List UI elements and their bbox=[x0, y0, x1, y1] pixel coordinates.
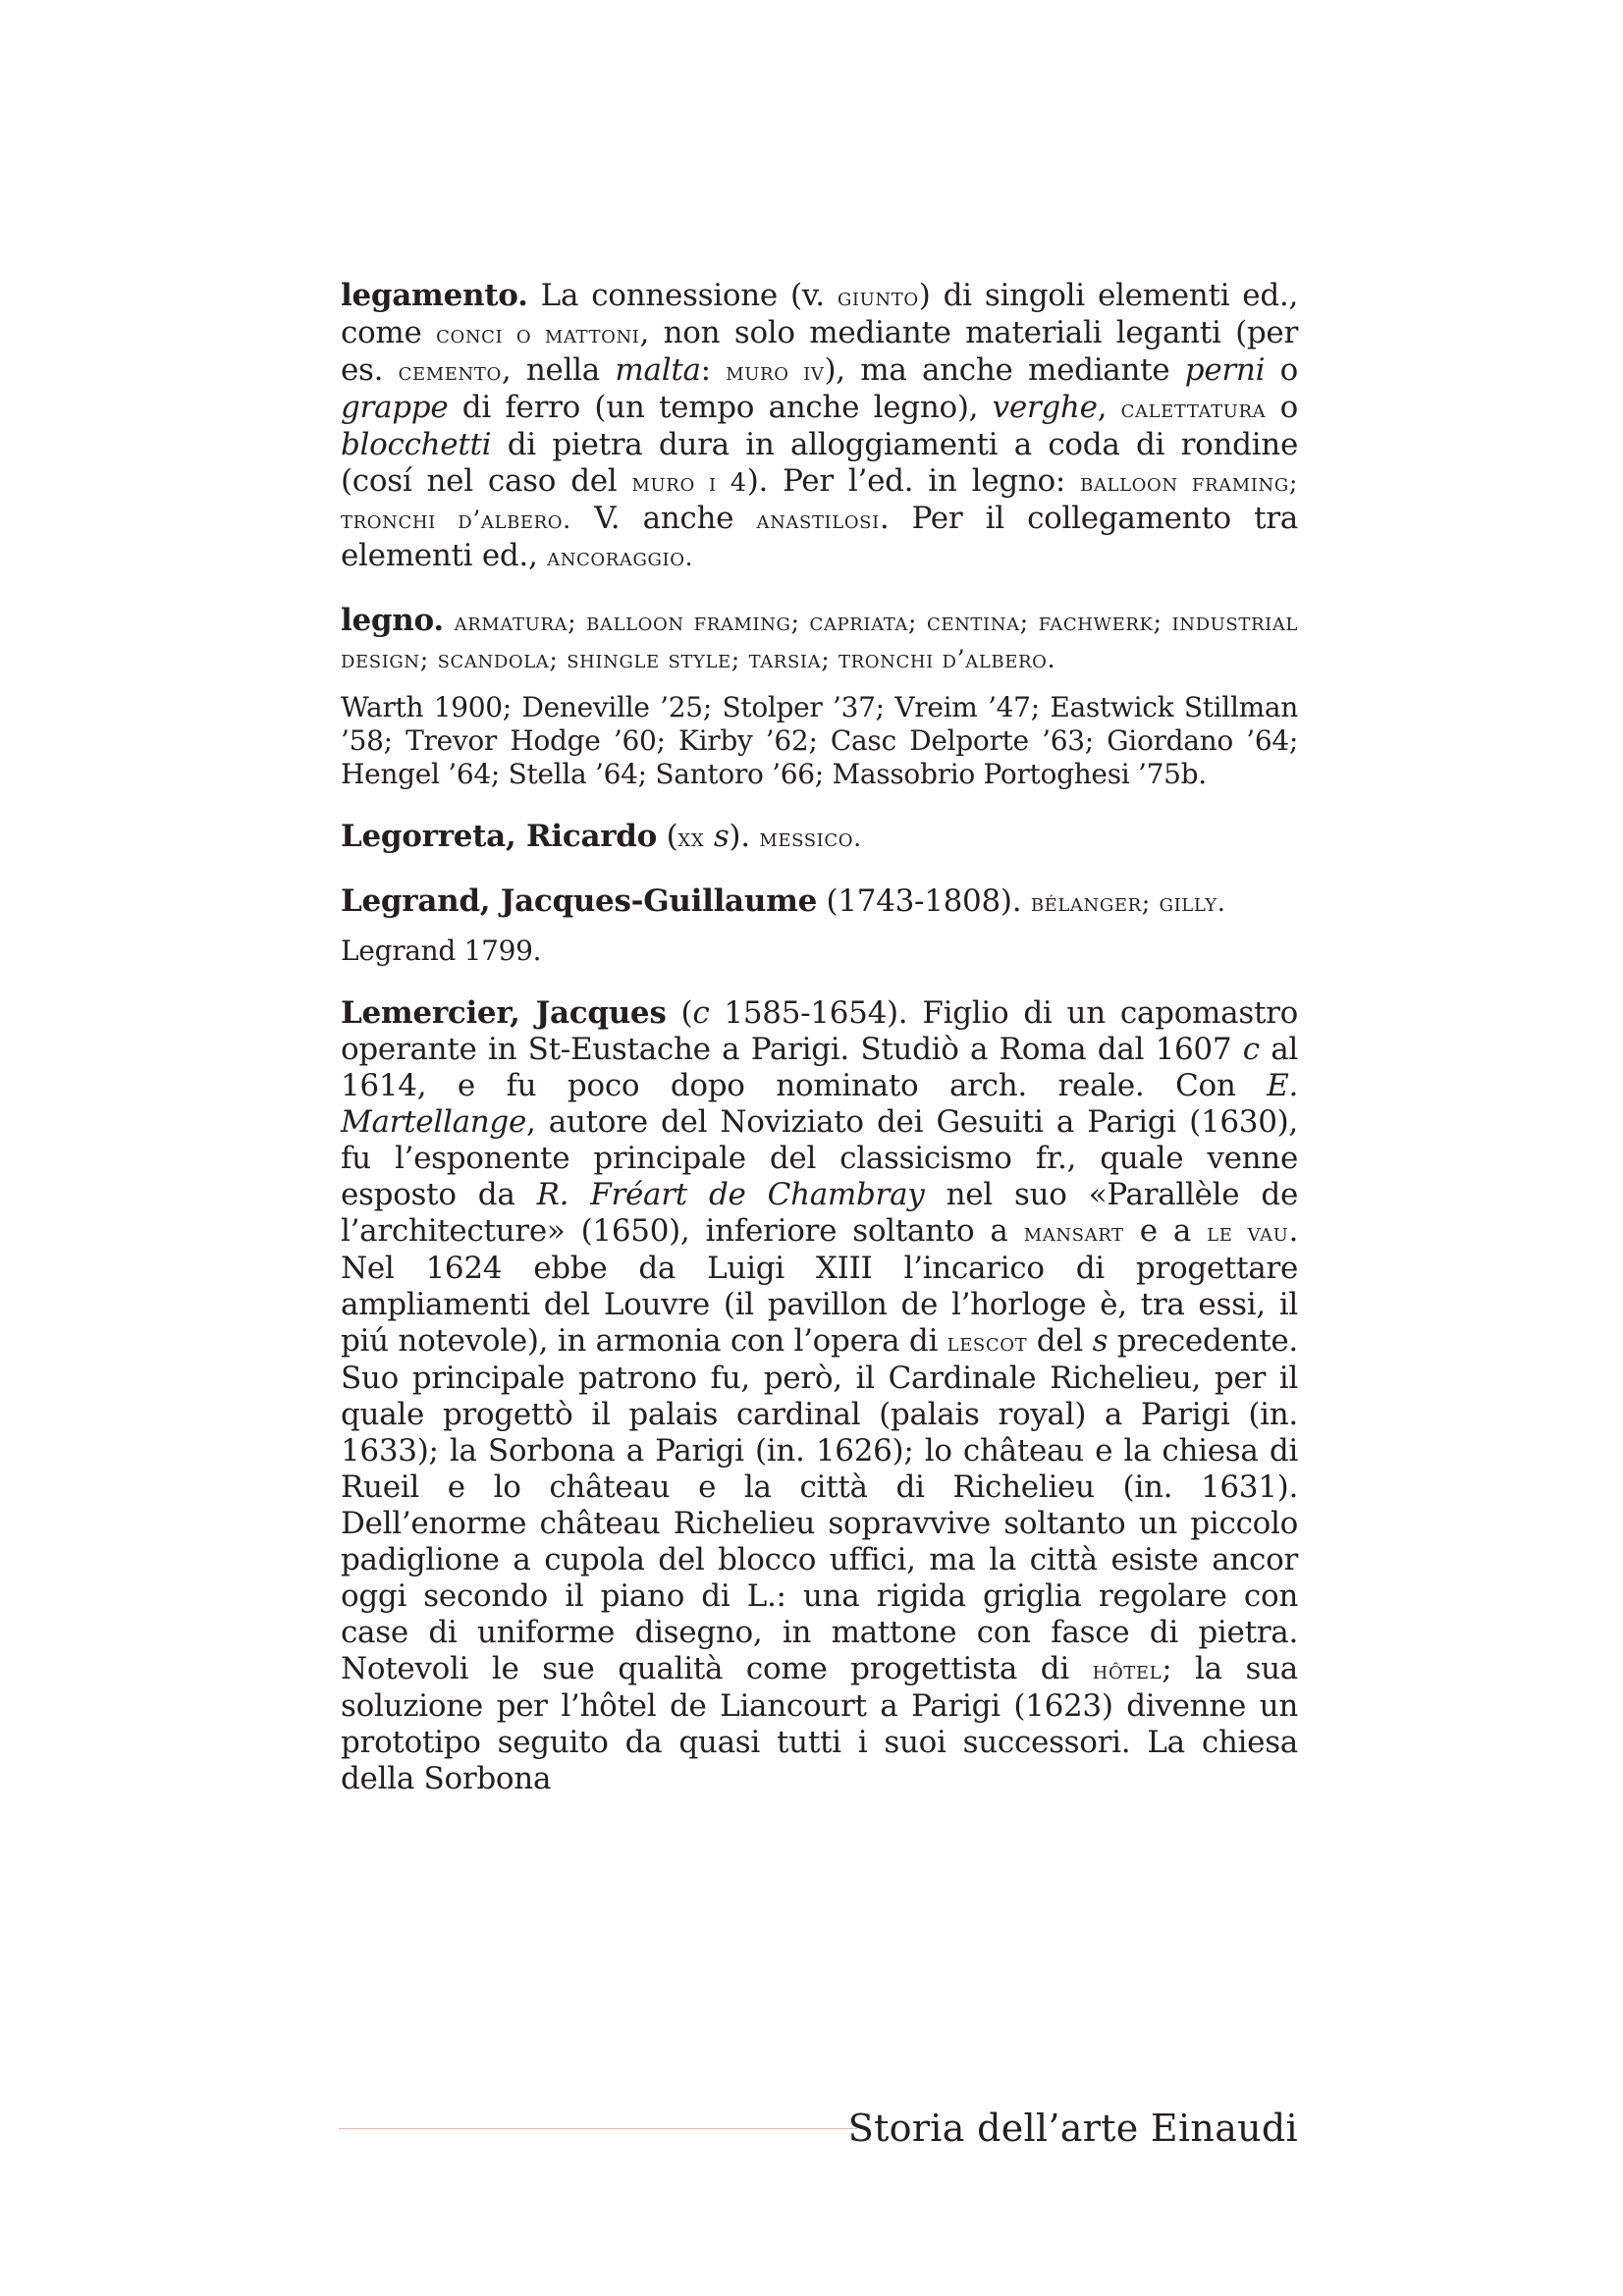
entry-text: di pietra dura in alloggiamenti a coda di rondine (cosí nel caso del bbox=[341, 427, 1298, 499]
bibliography-text: Legrand 1799. bbox=[341, 934, 542, 967]
entry-text: o bbox=[1266, 390, 1298, 425]
entry-text bbox=[444, 603, 455, 638]
dictionary-page bbox=[341, 278, 1298, 1825]
bibliography-text: Warth 1900; Deneville ’25; Stolper ’37; Vreim ’47; Eastwick Stillman ’58; Trevor Hodge ’60; Kirby ’62; Casc Delporte ’63; Giordano ’64; Hengel ’64; Stella ’64; Santoro ’66; Massobrio Portoghesi ’75b. bbox=[341, 691, 1298, 790]
cross-reference: cemento bbox=[398, 356, 502, 386]
entry-text: ( bbox=[666, 995, 693, 1031]
italic-term: c bbox=[692, 995, 710, 1031]
italic-term: s bbox=[713, 819, 730, 854]
italic-term: c bbox=[1242, 1032, 1260, 1067]
entry-text: nel suo «Parallèle de l’architecture» (1650), inferiore soltanto a bbox=[341, 1177, 1299, 1249]
cross-reference: conci o mattoni bbox=[436, 319, 640, 348]
italic-term: s bbox=[1092, 1323, 1109, 1359]
entry-text: o bbox=[1265, 352, 1298, 388]
cross-reference: le vau bbox=[1207, 1217, 1289, 1247]
bibliography-legno bbox=[341, 691, 1298, 791]
entry-legamento bbox=[341, 278, 1298, 575]
italic-term: grappe bbox=[341, 390, 449, 425]
headword: legno. bbox=[341, 603, 444, 638]
entry-text bbox=[704, 819, 714, 854]
italic-term: verghe bbox=[992, 390, 1098, 425]
italic-term: E. Martellange bbox=[341, 1068, 1298, 1140]
cross-reference: muro i 4 bbox=[631, 467, 747, 497]
entry-text: ). bbox=[729, 819, 760, 854]
bibliography-legrand bbox=[341, 934, 1298, 968]
cross-reference: ancoraggio. bbox=[547, 542, 694, 571]
cross-reference: balloon framing; tronchi d’albero. bbox=[341, 467, 1298, 534]
entry-text: di ferro (un tempo anche legno), bbox=[448, 390, 993, 425]
entry-text: , nella bbox=[501, 352, 616, 388]
cross-reference: lescot bbox=[947, 1327, 1028, 1357]
entry-text: del bbox=[1027, 1323, 1093, 1359]
entry-text: , bbox=[1097, 390, 1121, 425]
entry-text: precedente. Suo principale patrono fu, però, il Cardinale Richelieu, per il quale progettò il palais cardinal (palais royal) a Parigi (in. 1633); la Sorbona a Parigi (in. 1626); lo château e la chiesa di Rueil e lo château e la città di Richelieu (in. 1631). Dell’enorme château Richelieu sopravvive soltanto un piccolo padiglione a cupola del blocco uffici, ma la città esiste ancor oggi secondo il piano di L.: una rigida griglia regolare con case di uniforme disegno, in mattone con fasce di pietra. Notevoli le sue qualità come progettista di bbox=[341, 1323, 1298, 1686]
entry-text: : bbox=[700, 352, 727, 388]
publication-title: Storia dell’arte Einaudi bbox=[847, 2107, 1298, 2150]
entry-legrand bbox=[341, 883, 1298, 921]
entry-text: , non solo mediante materiali leganti (per es. bbox=[341, 315, 1298, 388]
cross-reference: messico. bbox=[759, 823, 862, 852]
italic-term: R. Fréart de Chambray bbox=[536, 1177, 925, 1212]
cross-reference: muro iv bbox=[726, 356, 825, 386]
cross-reference: mansart bbox=[1023, 1217, 1124, 1247]
entry-text: . Per il collegamento tra elementi ed., bbox=[341, 501, 1298, 573]
headword: Legrand, Jacques-Guillaume bbox=[341, 883, 817, 919]
entry-text: ), ma anche mediante bbox=[824, 352, 1185, 388]
entry-text: V. anche bbox=[570, 501, 757, 536]
entry-text: ( bbox=[657, 819, 678, 854]
entry-text: La connessione (v. bbox=[527, 278, 838, 313]
entry-text: e a bbox=[1123, 1213, 1208, 1249]
cross-reference: anastilosi bbox=[756, 505, 880, 534]
entry-lemercier bbox=[341, 995, 1298, 1797]
headword: legamento. bbox=[341, 278, 528, 313]
entry-legorreta bbox=[341, 819, 1298, 856]
entry-text: ) di singoli elementi ed., come bbox=[341, 278, 1298, 350]
entry-text: ; la sua soluzione per l’hôtel de Liancourt a Parigi (1623) divenne un prototipo seguito da quasi tutti i suoi successori. La chiesa della Sorbona bbox=[341, 1651, 1298, 1796]
page-footer bbox=[339, 2109, 1296, 2148]
entry-legno bbox=[341, 603, 1298, 677]
cross-reference: xx bbox=[677, 823, 705, 852]
entry-text: . Nel 1624 ebbe da Luigi XIII l’incarico di progettare ampliamenti del Louvre (il pavillon de l’horloge è, tra essi, il piú notevole), in armonia con l’opera di bbox=[341, 1213, 1298, 1359]
cross-reference: hôtel bbox=[1092, 1655, 1163, 1684]
italic-term: perni bbox=[1184, 352, 1266, 388]
cross-reference: armatura; balloon framing; capriata; centina; fachwerk; industrial design; scandola; shingle style; tarsia; tronchi d’albero. bbox=[341, 607, 1298, 673]
entry-text: , autore del Noviziato dei Gesuiti a Parigi (1630), fu l’esponente principale del classicismo fr., quale venne esposto da bbox=[341, 1104, 1298, 1212]
cross-reference: calettatura bbox=[1120, 394, 1267, 423]
italic-term: blocchetti bbox=[341, 427, 492, 462]
italic-term: malta bbox=[615, 352, 701, 388]
headword: Lemercier, Jacques bbox=[341, 995, 667, 1031]
headword: Legorreta, Ricardo bbox=[341, 819, 658, 854]
cross-reference: giunto bbox=[837, 282, 919, 311]
entry-text: 1585-1654). Figlio di un capomastro operante in St-Eustache a Parigi. Studiò a Roma dal 1607 bbox=[341, 995, 1298, 1067]
entry-text: (1743-1808). bbox=[817, 883, 1031, 919]
entry-text: ). Per l’ed. in legno: bbox=[746, 463, 1081, 499]
entry-text: al 1614, e fu poco dopo nominato arch. reale. Con bbox=[341, 1032, 1298, 1103]
footer-rule bbox=[339, 2128, 857, 2129]
cross-reference: bélanger; gilly. bbox=[1030, 887, 1226, 917]
